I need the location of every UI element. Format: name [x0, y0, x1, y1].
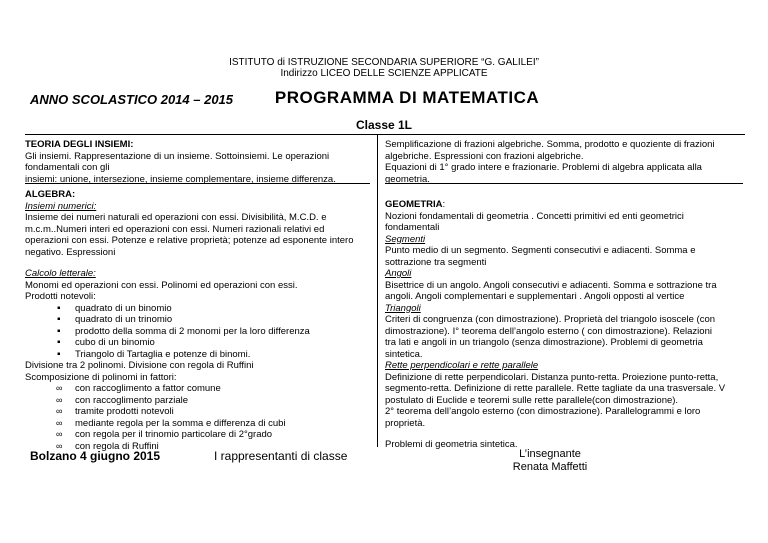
text-line: Criteri di congruenza (con dimostrazione). Proprietà del triangolo isoscele (con [385, 314, 716, 325]
text-line: 2° teorema dell’angolo esterno (con dimostrazione). Parallelogrammi e loro [385, 406, 701, 417]
list-item: ▪ quadrato di un binomio [25, 303, 370, 315]
list-item: ▪ prodotto della somma di 2 monomi per la loro differenza [25, 326, 370, 338]
school-year: ANNO SCOLASTICO 2014 – 2015 [30, 92, 234, 107]
text-line: Scomposizione di polinomi in fattori: [25, 371, 177, 383]
list-item: ▪ cubo di un binomio [25, 337, 370, 349]
text-line: sottrazione tra segmenti [385, 256, 487, 268]
footer-date: Bolzano 4 giugno 2015 [30, 449, 161, 463]
geometry-heading: GEOMETRIA: [385, 199, 446, 210]
numeric-sets-heading: Insiemi numerici: [25, 200, 97, 212]
fractions-section [385, 139, 743, 184]
list-item: ∞ con raccoglimento a fattor comune [25, 383, 370, 395]
triangles-heading: Triangoli [385, 302, 421, 314]
text-line: Insieme dei numeri naturali ed operazioni con essi. Divisibilità, M.C.D. e [25, 212, 327, 223]
text-line: Problemi di geometria sintetica. [385, 439, 518, 450]
angles-heading: Angoli [385, 268, 412, 279]
text-line: Definizione di rette perpendicolari. Distanza punto-retta. Proiezione punto-retta, [385, 371, 719, 383]
segments-heading: Segmenti [385, 233, 426, 245]
text-line: fondamentali con gli [25, 162, 110, 173]
set-theory-section [25, 139, 370, 184]
text-line: angoli. Angoli complementari e supplementari . Angoli opposti al vertice [385, 291, 685, 302]
geometry-section [385, 199, 743, 451]
text-line: fondamentali [385, 222, 440, 233]
text-line: operazioni con essi. Potenze e relative proprietà; potenze ad esponente intero [25, 235, 354, 246]
text-line: insiemi: unione, intersezione, insieme complementare, insieme differenza. [25, 173, 336, 185]
list-item: ▪ quadrato di un trinomio [25, 314, 370, 326]
literal-calculus-heading: Calcolo letterale: [25, 268, 96, 279]
class-label: Classe 1L [355, 118, 413, 132]
program-table [25, 134, 745, 452]
text-line: Monomi ed operazioni con essi. Polinomi ed operazioni con essi. [25, 279, 298, 291]
text-line: negativo. Espressioni [25, 246, 116, 258]
text-line: sintetica. [385, 348, 423, 360]
footer-representatives: I rappresentanti di classe [214, 449, 348, 463]
text-line: Gli insiemi. Rappresentazione di un insieme. Sottoinsiemi. Le operazioni [25, 150, 330, 162]
set-theory-heading: TEORIA DEGLI INSIEMI: [25, 139, 134, 150]
page-title: PROGRAMMA DI MATEMATICA [274, 88, 540, 107]
text-line: Semplificazione di frazioni algebriche. Somma, prodotto e quoziente di frazioni [385, 139, 715, 150]
teacher-name: Renata Maffetti [512, 461, 588, 473]
teacher-label: L’insegnante [519, 448, 581, 460]
notable-products-list [25, 303, 370, 361]
algebra-heading: ALGEBRA: [25, 189, 76, 200]
text-line: Prodotti notevoli: [25, 291, 96, 302]
text-line: proprietà. [385, 417, 426, 429]
text-line: Nozioni fondamentali di geometria . Concetti primitivi ed enti geometrici [385, 210, 684, 222]
school-track: Indirizzo LICEO DELLE SCIENZE APPLICATE [280, 68, 488, 79]
text-line: m.c.m..Numeri interi ed operazioni con essi. Numeri razionali relativi ed [25, 223, 325, 235]
text-line: Punto medio di un segmento. Segmenti consecutivi e adiacenti. Somma e [385, 245, 696, 256]
list-item: ∞ con raccoglimento parziale [25, 395, 370, 407]
text-line: segmento-retta. Definizione di rette parallele. Rette tagliate da una trasversale. V [385, 383, 726, 394]
text-line: Equazioni di 1° grado intere e frazionarie. Problemi di algebra applicata alla [385, 162, 702, 173]
teacher-signature [480, 448, 620, 474]
text-line: dimostrazione). I° teorema dell’angolo esterno ( con dimostrazione). Relazioni [385, 325, 712, 337]
text-line: algebriche. Espressioni con frazioni algebriche. [385, 150, 584, 162]
text-line: postulato di Euclide e teoremi sulle rette parallele(con dimostrazione). [385, 394, 679, 406]
column-divider [377, 135, 378, 447]
text-line: tra lati e angoli in un triangolo (senza dimostrazione). Problemi di geometria [385, 337, 703, 348]
list-item: ∞ con regola per il trinomio particolare di 2°grado [25, 429, 370, 441]
text-line: Divisione tra 2 polinomi. Divisione con regola di Ruffini [25, 360, 254, 371]
algebra-section [25, 189, 370, 452]
list-item: ∞ mediante regola per la somma e differenza di cubi [25, 418, 370, 430]
list-item: ∞ tramite prodotti notevoli [25, 406, 370, 418]
lines-heading: Rette perpendicolari e rette parallele [385, 360, 539, 371]
text-line: geometria. [385, 173, 430, 185]
text-line: Bisettrice di un angolo. Angoli consecutivi e adiacenti. Somma e sottrazione tra [385, 279, 717, 291]
factorization-list [25, 383, 370, 452]
list-item: ▪ Triangolo di Tartaglia e potenze di binomi. [25, 349, 370, 361]
list-item: ∞ con regola di Ruffini [25, 441, 370, 453]
school-name: ISTITUTO di ISTRUZIONE SECONDARIA SUPERIORE “G. GALILEI” [229, 57, 539, 68]
